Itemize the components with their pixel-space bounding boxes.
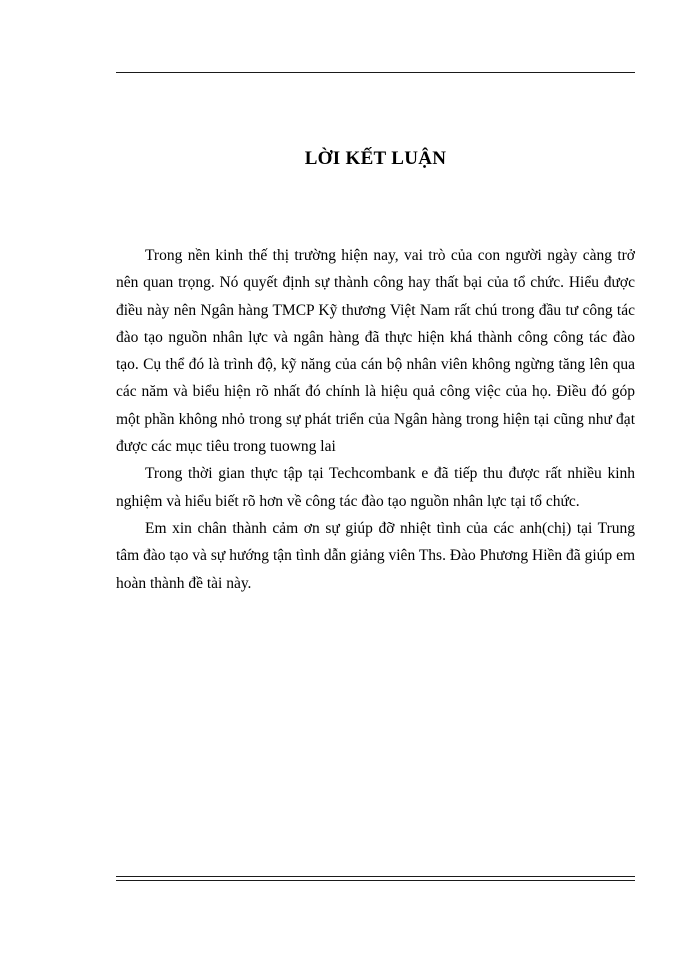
paragraph-1: Trong nền kinh thế thị trường hiện nay, vai trò của con người ngày càng trở nên quan trọng. Nó quyết định sự thành công hay thất bại của tổ chức. Hiểu được điều này nên Ngân hàng TMCP Kỹ thương Việt Nam rất chú trong đầu tư công tác đào tạo nguồn nhân lực và ngân hàng đã thực hiện khá thành công công tác đào tạo. Cụ thể đó là trình độ, kỹ năng của cán bộ nhân viên không ngừng tăng lên qua các năm và biểu hiện rõ nhất đó chính là hiệu quả công việc của họ. Điều đó góp một phần không nhỏ trong sự phát triển của Ngân hàng trong hiện tại cũng như đạt được các mục tiêu trong tuowng lai (116, 247, 635, 456)
conclusion-body (116, 242, 635, 597)
header-rule (116, 72, 635, 73)
footer-double-rule (116, 876, 635, 881)
page-title: LỜI KẾT LUẬN (304, 148, 447, 169)
paragraph-2: Trong thời gian thực tập tại Techcombank e đã tiếp thu được rất nhiều kinh nghiệm và hiểu biết rõ hơn về công tác đào tạo nguồn nhân lực tại tổ chức. (116, 465, 635, 510)
paragraph-3: Em xin chân thành cảm ơn sự giúp đỡ nhiệt tình của các anh(chị) tại Trung tâm đào tạo và sự hướng tận tình dẫn giảng viên Ths. Đào Phương Hiền đã giúp em hoàn thành đề tài này. (116, 519, 635, 592)
